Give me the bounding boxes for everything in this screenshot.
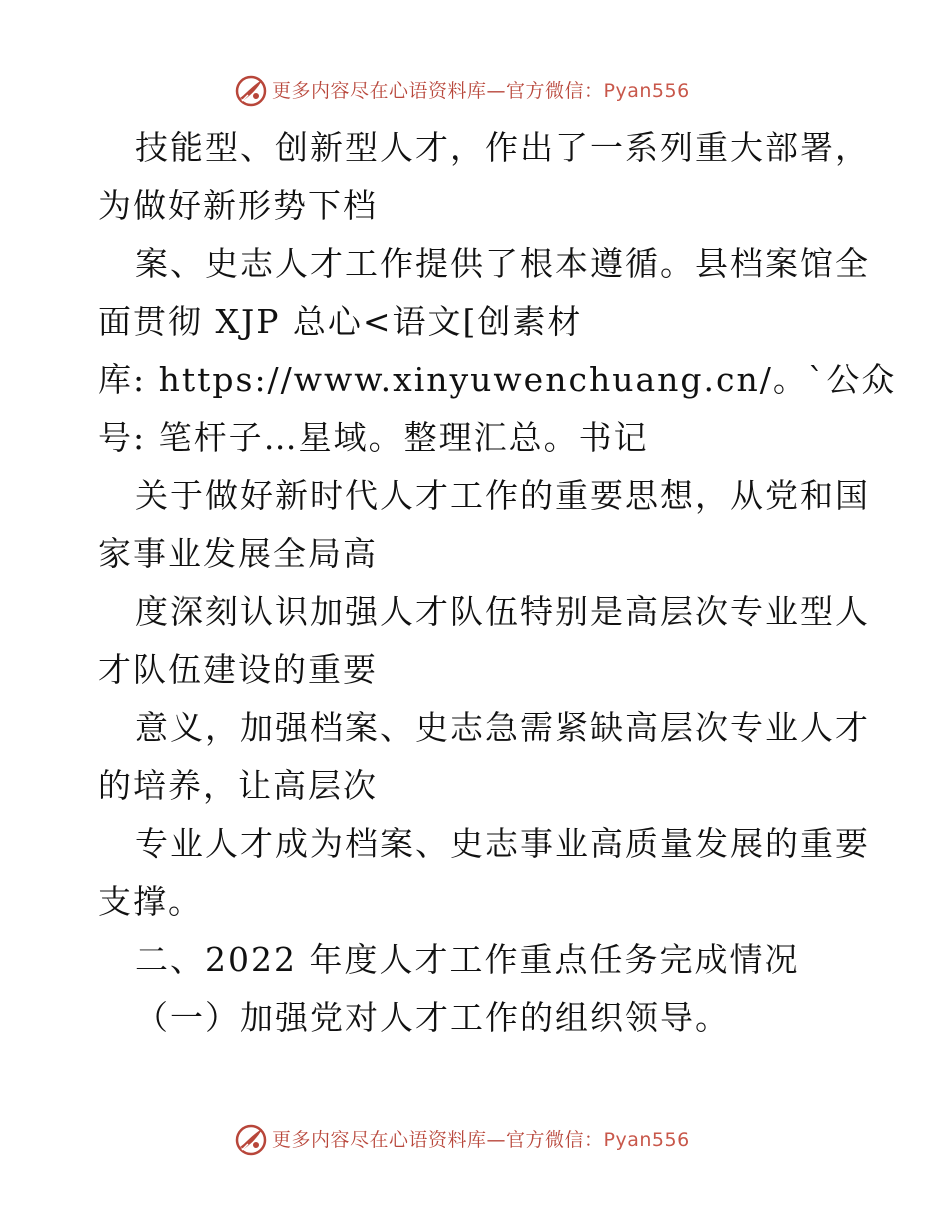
watermark-text <box>272 1126 690 1154</box>
quill-pen-seal-icon <box>234 1123 268 1157</box>
watermark-site-text: 更多内容尽在心语资料库 <box>272 80 487 102</box>
subsection-heading: （一）加强党对人才工作的组织领导。 <box>135 998 730 1037</box>
quill-pen-seal-icon <box>234 74 268 108</box>
footer-watermark <box>0 1121 950 1161</box>
watermark-separator: — <box>486 80 507 102</box>
watermark-wechat-label: 官方微信： <box>506 1129 604 1151</box>
header-watermark <box>0 72 950 112</box>
body-line: 技能型、创新型人才，作出了一系列重大部署， <box>135 128 870 167</box>
body-line: 度深刻认识加强人才队伍特别是高层次专业型人 <box>135 592 870 631</box>
body-line: 家事业发展全局高 <box>98 534 378 573</box>
watermark-separator: — <box>486 1129 507 1151</box>
body-line: 关于做好新时代人才工作的重要思想，从党和国 <box>135 476 870 515</box>
body-line: 支撑。 <box>98 882 203 921</box>
body-line: 为做好新形势下档 <box>98 186 378 225</box>
body-line: 才队伍建设的重要 <box>98 650 378 689</box>
body-line: 案、史志人才工作提供了根本遵循。县档案馆全 <box>135 244 870 283</box>
body-line: 意义，加强档案、史志急需紧缺高层次专业人才 <box>135 708 870 747</box>
body-line: 库: https://www.xinyuwenchuang.cn/。`公众 <box>98 360 897 399</box>
watermark-wechat-label: 官方微信： <box>506 80 604 102</box>
section-heading: 二、2022 年度人才工作重点任务完成情况 <box>135 940 800 979</box>
body-line: 专业人才成为档案、史志事业高质量发展的重要 <box>135 824 870 863</box>
body-line: 的培养，让高层次 <box>98 766 378 805</box>
watermark-wechat-id: Pyan556 <box>603 1129 690 1151</box>
watermark-wechat-id: Pyan556 <box>603 80 690 102</box>
watermark-site-text: 更多内容尽在心语资料库 <box>272 1129 487 1151</box>
body-line: 号: 笔杆子…星域。整理汇总。书记 <box>98 418 649 457</box>
body-line: 面贯彻 XJP 总心<语文[创素材 <box>98 302 583 341</box>
watermark-text <box>272 77 690 105</box>
